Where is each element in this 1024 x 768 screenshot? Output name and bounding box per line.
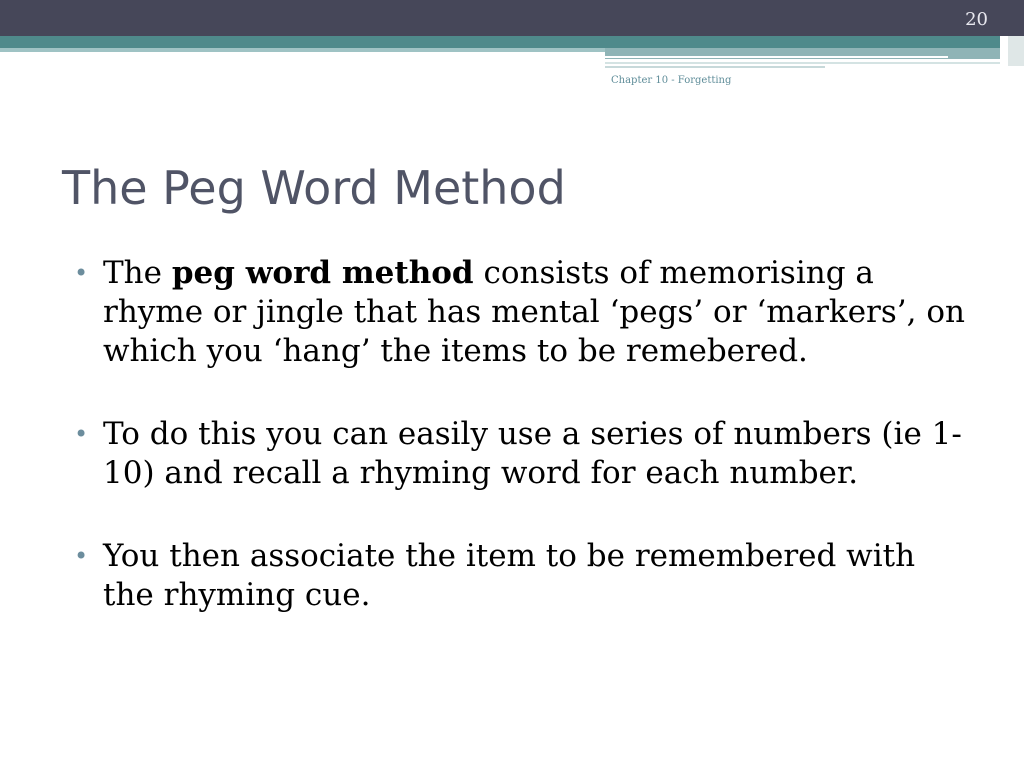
bullet-list — [74, 254, 974, 615]
header-right-edge-strip — [1008, 36, 1024, 66]
top-header-bar — [0, 0, 1024, 36]
header-thin-line — [605, 62, 1000, 64]
bullet-text-suffix: consists of memorising a rhyme or jingle that has mental ‘pegs’ or ‘markers’, on which you ‘hang’ the items to be remebered. — [103, 255, 965, 369]
bullet-text: You then associate the item to be remembered with the rhyming cue. — [103, 538, 916, 613]
header-thin-line-short — [605, 66, 825, 68]
bullet-item — [74, 537, 974, 615]
teal-header-band — [0, 36, 1000, 48]
teal-accent-band — [0, 48, 605, 52]
slide-number: 20 — [965, 9, 988, 30]
bullet-text: To do this you can easily use a series of numbers (ie 1-10) and recall a rhyming word for each number. — [103, 416, 962, 491]
bullet-marker: • — [74, 420, 89, 448]
slide-title: The Peg Word Method — [62, 161, 566, 215]
bullet-item — [74, 254, 974, 371]
bullet-bold-term: peg word method — [171, 255, 474, 291]
chapter-label: Chapter 10 - Forgetting — [611, 75, 732, 86]
bullet-marker: • — [74, 259, 89, 287]
bullet-marker: • — [74, 542, 89, 570]
header-white-line — [605, 56, 948, 58]
bullet-text-prefix: The — [103, 255, 172, 291]
bullet-item — [74, 415, 974, 493]
